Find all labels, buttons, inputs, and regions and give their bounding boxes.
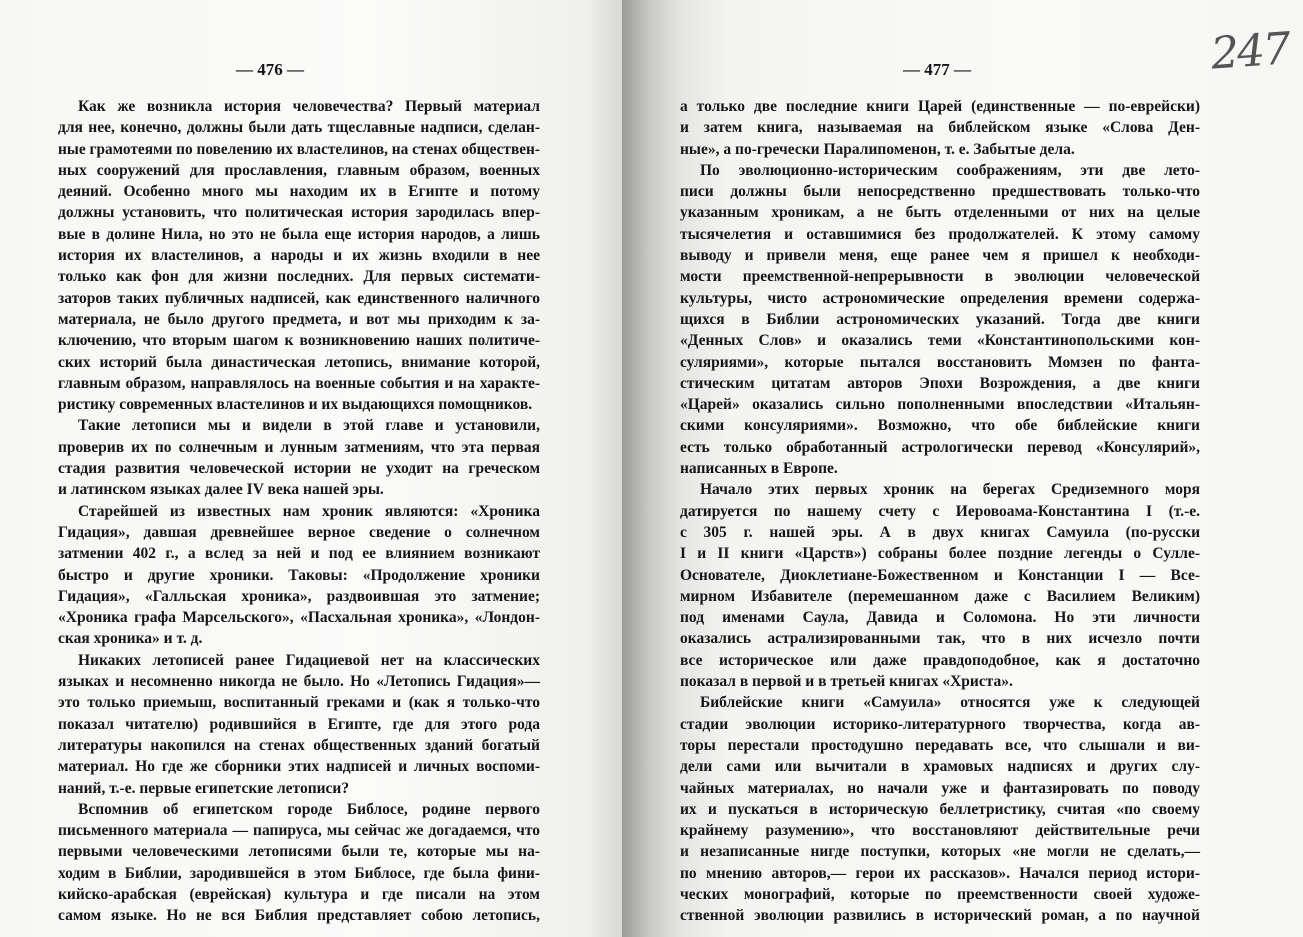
right-page	[622, 0, 1303, 937]
text-line: ственной эволюции развились в исторический роман, а по научной	[680, 907, 1200, 925]
text-line: стическим цитатам авторов Эпохи Возрождения, а две книги	[680, 374, 1200, 392]
text-line: заторов таких публичных надписей, как единственного наличного	[58, 289, 540, 307]
text-line: языках и несомненно никогда не было. Но «Летопись Гидация»—	[58, 673, 540, 691]
text-line: затмении 402 г., а вслед за ней и под ее влиянием возникают	[58, 545, 540, 563]
text-line: ская хроника» и т. д.	[58, 630, 203, 648]
text-line: мости преемственной-непрерывности в эволюции человеческой	[680, 268, 1200, 286]
text-line: по мнению авторов,— герои их рассказов». Начался период истори-	[680, 864, 1200, 882]
text-line: суляриями», которые пытался восстановить Момзен по фанта-	[680, 353, 1200, 371]
text-line: кийско-арабская (еврейская) культура и где писали на этом	[58, 885, 540, 903]
text-line: Библейские книги «Самуила» относятся уже к следующей	[700, 694, 1200, 712]
text-line: деяний. Особенно много мы находим их в Египте и потому	[58, 183, 540, 201]
text-line: под именами Саула, Давида и Соломона. Но эти личности	[680, 609, 1200, 627]
text-line: вые в долине Нила, но это не была еще история народов, а лишь	[58, 225, 540, 243]
text-line: Старейшей из известных нам хроник являются: «Хроника	[78, 502, 540, 520]
handwritten-page-note: 247	[1209, 23, 1291, 80]
text-line: быстро и другие хроники. Таковы: «Продолжение хроники	[58, 566, 540, 584]
text-line: чайных материалах, но начали уже и фантазировать по поводу	[680, 779, 1200, 797]
text-line: первыми человеческими летописями были те, которые мы на-	[58, 843, 540, 861]
text-line: для нее, конечно, должны были дать тщеславные надписи, сделан-	[58, 119, 540, 137]
paragraph	[58, 650, 540, 799]
text-line: Гидация», «Галльская хроника», раздвоившая это затмение;	[58, 587, 540, 605]
page-text	[680, 96, 1200, 927]
page-number: — 477 —	[903, 60, 971, 79]
paragraph	[680, 96, 1200, 160]
text-line: и затем книга, называемая на библейском языке «Слова Ден-	[680, 119, 1200, 137]
text-line: писи должны были непосредственно предшествовать только-что	[680, 183, 1200, 201]
paragraph	[680, 479, 1200, 692]
text-line: наний, т.-е. первые египетские летописи?	[58, 779, 350, 797]
text-line: и незаписанные нигде поступки, которых «не могли не сделать,—	[680, 843, 1200, 861]
text-line: есть только обработанный астрологически перевод «Консулярий»,	[680, 438, 1200, 456]
text-line: материал. Но где же сборники этих надписей и личных воспоми-	[58, 758, 540, 776]
page-text	[58, 96, 540, 927]
text-line: ные грамотеями по повелению их властелинов, на стенах обществен-	[58, 140, 540, 158]
text-line: «Хроника графа Марсельского», «Пасхальная хроника», «Лондон-	[58, 609, 540, 627]
text-line: тысячелетия и оставшимися без продолжателей. К этому самому	[680, 225, 1200, 243]
text-line: ключению, что вторым шагом к возникновению наших политиче-	[58, 332, 540, 350]
text-line: Никаких летописей ранее Гидациевой нет на классических	[78, 651, 540, 669]
text-line: выводу и привели меня, еще ранее чем я пришел к необходи-	[680, 247, 1200, 265]
text-line: крайнему разумению», что восстановляют действительные речи	[680, 822, 1200, 840]
paragraph	[58, 799, 540, 927]
paragraph	[680, 692, 1200, 926]
text-line: По эволюционно-историческим соображениям, эти две лето-	[700, 161, 1200, 179]
text-line: ходим в Библии, зародившейся в этом Библосе, где была фини-	[58, 864, 540, 882]
page-number: — 476 —	[236, 60, 304, 79]
left-page	[0, 0, 622, 937]
text-line: мирном Избавителе (перемешанном даже с Василием Великим)	[680, 587, 1200, 605]
text-line: с 305 г. нашей эры. А в двух книгах Самуила (по-русски	[680, 523, 1200, 541]
text-line: главным образом, направлялось на военные события и на характе-	[58, 374, 540, 392]
text-line: щихся в Библии астрономических указаний. Тогда две книги	[680, 310, 1200, 328]
paragraph	[58, 501, 540, 650]
text-line: написанных в Европе.	[680, 460, 838, 478]
text-line: скими консуляриями». Возможно, что обе библейские книги	[680, 417, 1200, 435]
text-line: Такие летописи мы и видели в этой главе и установили,	[78, 417, 540, 435]
text-line: оказались астрализированными так, что в них исчезло почти	[680, 630, 1200, 648]
text-line: должны установить, что политическая история зародилась впер-	[58, 204, 540, 222]
text-line: «Денных Слов» и оказались теми «Константинопольскими кон-	[680, 332, 1200, 350]
text-line: а только две последние книги Царей (единственные — по-еврейски)	[680, 98, 1200, 115]
text-line: проверив их по солнечным и лунным затмениям, что эта первая	[58, 438, 540, 456]
text-line: дели сами или вычитали в храмовых надписях и других слу-	[680, 758, 1200, 776]
text-line: письменного материала — папируса, мы сейчас же догадаемся, что	[58, 822, 540, 840]
text-line: Начало этих первых хроник на берегах Средиземного моря	[700, 481, 1200, 499]
text-line: показал читателю) родившийся в Египте, где для этого рода	[58, 715, 540, 733]
text-line: все историческое или даже правдоподобное, как я достаточно	[680, 651, 1200, 669]
text-line: и латинском языках далее IV века нашей эры.	[58, 481, 384, 499]
text-line: культуры, чисто астрономические определения времени содержа-	[680, 289, 1200, 307]
text-line: указанным хроникам, а не быть отделенными от них на целые	[680, 204, 1200, 222]
text-line: Вспомнив об египетском городе Библосе, родине первого	[78, 800, 540, 818]
text-line: Гидация», давшая древнейшее верное сведение о солнечном	[58, 523, 540, 541]
text-line: датируется по нашему счету с Иеровоама-Константина I (т.-е.	[680, 502, 1200, 520]
text-line: ских историй была династическая летопись, внимание которой,	[58, 353, 540, 371]
text-line: ные», а по-гречески Паралипоменон, т. е. Забытые дела.	[680, 140, 1075, 158]
paragraph	[58, 96, 540, 415]
text-line: материала, не было другого предмета, и вот мы приходим к за-	[58, 310, 540, 328]
text-line: стадия развития человеческой истории не уходит на греческом	[58, 460, 540, 478]
text-line: стадии эволюции историко-литературного творчества, когда ав-	[680, 715, 1200, 733]
text-line: Как же возникла история человечества? Первый материал	[78, 98, 540, 115]
text-line: история их властелинов, а народы и их жизнь входили в нее	[58, 247, 540, 265]
text-line: ных сооружений для прославления, главным образом, военных	[58, 161, 540, 179]
text-line: их и пускаться в историческую беллетристику, считая «по своему	[680, 800, 1200, 818]
text-line: ческих монографий, которые по преемственности своей художе-	[680, 885, 1200, 903]
paragraph	[58, 415, 540, 500]
text-line: ристику современных властелинов и их выдающихся помощников.	[58, 396, 533, 414]
text-line: это только приемыш, воспитанный греками и (как я только-что	[58, 694, 540, 712]
text-line: самом языке. Но не вся Библия представляет собою летопись,	[58, 907, 540, 925]
text-line: литературы накопился на стенах общественных зданий богатый	[58, 736, 540, 754]
paragraph	[680, 160, 1200, 479]
text-line: Основателе, Диоклетиане-Божественном и Констанции I — Все-	[680, 566, 1200, 584]
text-line: «Царей» оказались сильно пополненными впоследствии «Итальян-	[680, 396, 1200, 414]
text-line: I и II книги «Царств») собраны более поздние легенды о Сулле-	[680, 545, 1200, 563]
text-line: торы перестали простодушно передавать все, что слышали и ви-	[680, 736, 1200, 754]
text-line: показал в первой и в третьей книгах «Христа».	[680, 673, 1013, 691]
text-line: только как фон для жизни последних. Для первых системати-	[58, 268, 540, 286]
